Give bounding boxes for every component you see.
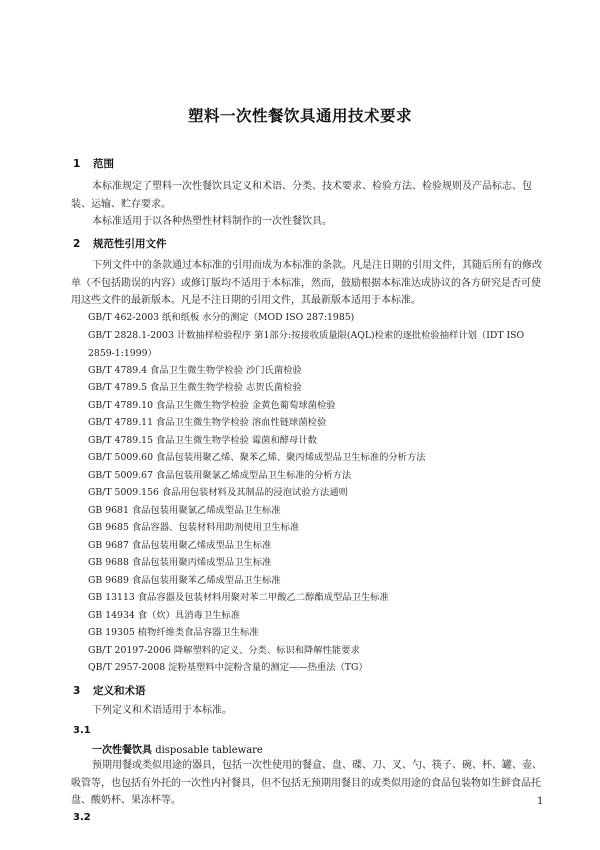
section-number: 3 [73, 685, 81, 697]
clause-number: 3.2 [73, 812, 91, 823]
document-title: 塑料一次性餐饮具通用技术要求 [187, 107, 412, 125]
term-definition: 预期用餐或类似用途的器具，包括一次性使用的餐盒、盘、碟、刀、叉、勺、筷子、碗、杯、罐、壶、吸管等，也包括有外托的一次性内衬餐具，但不包括无预期用餐目的或类似用途的食品包装物如生鲜食品托盘、酸奶杯、果冻杯等。 [71, 760, 542, 806]
reference-item: GB/T 5009.67 食品包装用聚氯乙烯成型品卫生标准的分析方法 [88, 470, 352, 481]
section-1-paragraph-1: 本标准规定了塑料一次性餐饮具定义和术语、分类、技术要求、检验方法、检验规则及产品标志、包装、运输、贮存要求。 [71, 181, 532, 210]
reference-item: GB/T 4789.10 食品卫生微生物学检验 金黄色葡萄球菌检验 [88, 400, 336, 411]
section-number: 2 [73, 238, 81, 250]
reference-item: GB/T 20197-2006 降解塑料的定义、分类、标识和降解性能要求 [88, 645, 360, 656]
page-number: 1 [537, 796, 544, 807]
reference-item: GB/T 462-2003 纸和纸板 水分的测定（MOD ISO 287:1985) [88, 312, 355, 323]
term-heading [92, 741, 263, 756]
reference-item: GB 13113 食品容器及包装材料用聚对苯二甲酸乙二醇酯成型品卫生标准 [88, 592, 389, 603]
reference-item: GB 9687 食品包装用聚乙烯成型品卫生标准 [88, 540, 272, 551]
clause-number: 3.1 [73, 725, 91, 736]
reference-item: GB 9681 食品包装用聚氯乙烯成型品卫生标准 [88, 505, 281, 516]
section-1-paragraph-2: 本标准适用于以各种热塑性材料制作的一次性餐饮具。 [92, 216, 332, 227]
reference-item: GB/T 4789.5 食品卫生微生物学检验 志贺氏菌检验 [88, 382, 302, 393]
section-3-heading [73, 683, 146, 698]
reference-item: GB/T 4789.15 食品卫生微生物学检验 霉菌和酵母计数 [88, 435, 317, 446]
reference-item: GB/T 4789.11 食品卫生微生物学检验 溶血性链球菌检验 [88, 417, 327, 428]
reference-item: GB 14934 食（炊）具消毒卫生标准 [88, 610, 241, 621]
section-2-heading [73, 236, 167, 251]
reference-item: GB 9688 食品包装用聚丙烯成型品卫生标准 [88, 557, 272, 568]
reference-item: GB/T 5009.156 食品用包装材料及其制品的浸泡试验方法通则 [88, 487, 348, 498]
term-chinese: 一次性餐饮具 [92, 745, 152, 756]
reference-item: GB 9685 食品容器、包装材料用助剂使用卫生标准 [88, 522, 300, 533]
reference-item: GB 19305 植物纤维类食品容器卫生标准 [88, 627, 259, 638]
section-2-intro: 下列文件中的条款通过本标准的引用而成为本标准的条款。凡是注日期的引用文件，其随后所有的修改单（不包括勘误的内容）或修订版均不适用于本标准，然而，鼓励根据本标准达成协议的各方研究是否可使用这些文件的最新版本。凡是不注日期的引用文件，其最新版本适用于本标准。 [71, 260, 542, 306]
reference-item: GB/T 4789.4 食品卫生微生物学检验 沙门氏菌检验 [88, 365, 302, 376]
section-number: 1 [73, 158, 81, 170]
reference-item: GB/T 5009.60 食品包装用聚乙烯、聚苯乙烯、聚丙烯成型品卫生标准的分析方法 [88, 452, 426, 463]
section-title: 范围 [93, 158, 114, 170]
section-title: 规范性引用文件 [93, 238, 167, 250]
reference-item: GB 9689 食品包装用聚苯乙烯成型品卫生标准 [88, 575, 281, 586]
reference-item: QB/T 2957-2008 淀粉基塑料中淀粉含量的测定——热重法（TG） [88, 662, 368, 673]
section-1-heading [73, 156, 114, 171]
term-english: disposable tableware [155, 745, 263, 756]
section-title: 定义和术语 [93, 685, 146, 697]
section-3-intro: 下列定义和术语适用于本标准。 [92, 705, 232, 716]
reference-item: GB/T 2828.1-2003 计数抽样检验程序 第1部分:按接收质量限(AQL)检索的逐批检验抽样计划（IDT ISO 2859-1:1999） [88, 330, 525, 359]
